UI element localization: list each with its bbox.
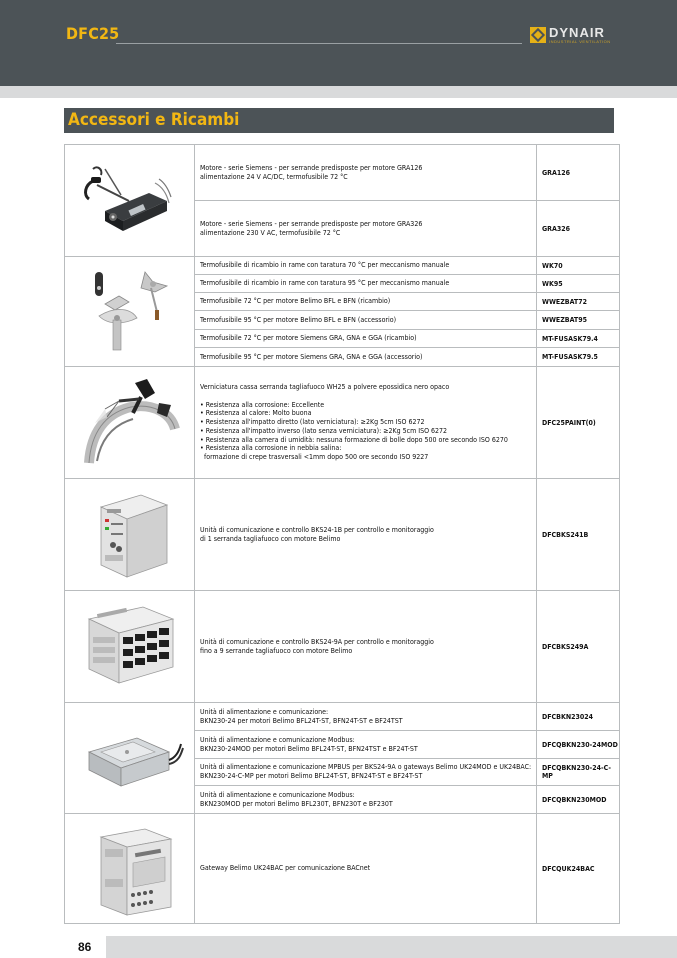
item-description: Termofusibile 95 °C per motore Belimo BFL e BFN (accessorio) xyxy=(195,311,537,330)
item-description: Unità di alimentazione e comunicazione: BKN230-24 per motori Belimo BFL24T-ST, BFN24T-ST e BF24TST xyxy=(195,703,537,731)
item-description: Verniciatura cassa serranda tagliafuoco WH25 a polvere epossidica nero opaco • Resistenza alla corrosione: Eccellente • Resistenza al calore: Molto buona • Resistenza all'impatto diretto (lato verniciatura): ≥2Kg 5cm ISO 6272 • Resistenza all'impatto inverso (lato senza verniciatura): ≥2Kg 5cm ISO 6272 • Resistenza alla camera di umidità: nessuna formazione di bolle dopo 500 ore secondo ISO 6270 • Resistenza alla corrosione in nebbia salina: formazione di crepe trasversali <1mm dopo 500 ore secondo ISO 9227 xyxy=(195,367,537,479)
motor-actuator-icon xyxy=(75,151,185,251)
item-description: Termofusibile 95 °C per motore Siemens GRA, GNA e GGA (accessorio) xyxy=(195,348,537,367)
gateway-icon xyxy=(75,819,185,919)
item-description: Gateway Belimo UK24BAC per comunicazione BACnet xyxy=(195,814,537,924)
item-description: Unità di alimentazione e comunicazione Modbus: BKN230-24MOD per motori Belimo BFL24T-ST, BFN24TST e BF24T-ST xyxy=(195,731,537,759)
brand-subtitle: INDUSTRIAL VENTILATION xyxy=(549,39,611,44)
header-stripe xyxy=(0,86,677,98)
control-unit-bks241b-image xyxy=(65,479,195,591)
item-description: Termofusibile di ricambio in rame con taratura 70 °C per meccanismo manuale xyxy=(195,257,537,275)
brand-name: DYNAIR xyxy=(549,25,605,40)
item-description: Unità di alimentazione e comunicazione Modbus: BKN230MOD per motori Belimo BFL230T, BFN230T e BF230T xyxy=(195,786,537,814)
gateway-image xyxy=(65,814,195,924)
item-code: WK95 xyxy=(537,275,620,293)
item-code: GRA326 xyxy=(537,201,620,257)
multi-control-unit-icon xyxy=(75,597,185,697)
footer-bar xyxy=(106,936,677,958)
item-description: Motore - serie Siemens - per serrande predisposte per motore GRA326 alimentazione 230 V AC, termofusibile 72 °C xyxy=(195,201,537,257)
table-row xyxy=(65,145,620,201)
paint-spray-icon xyxy=(75,373,185,473)
motor-actuator-image xyxy=(65,145,195,257)
item-code: WK70 xyxy=(537,257,620,275)
table-row xyxy=(65,257,620,275)
power-unit-icon xyxy=(75,708,185,808)
item-description: Termofusibile di ricambio in rame con taratura 95 °C per meccanismo manuale xyxy=(195,275,537,293)
item-code: DFCBKS249A xyxy=(537,591,620,703)
table-row xyxy=(65,703,620,731)
page-number: 86 xyxy=(78,940,92,954)
paint-spray-image xyxy=(65,367,195,479)
thermal-fuse-image xyxy=(65,257,195,367)
item-description: Termofusibile 72 °C per motore Siemens GRA, GNA e GGA (ricambio) xyxy=(195,330,537,348)
control-unit-icon xyxy=(75,485,185,585)
power-unit-image xyxy=(65,703,195,814)
thermal-fuse-icon xyxy=(75,262,185,362)
page-header xyxy=(0,0,677,86)
section-title: Accessori e Ricambi xyxy=(68,110,240,130)
item-description: Unità di alimentazione e comunicazione MPBUS per BKS24-9A o gateways Belimo UK24MOD e UK24BAC: BKN230-24-C-MP per motori Belimo BFL24T-ST, BFN24T-ST e BF24T-ST xyxy=(195,759,537,786)
header-rule xyxy=(116,43,522,44)
item-description: Unità di comunicazione e controllo BKS24-1B per controllo e monitoraggio di 1 serranda tagliafuoco con motore Belimo xyxy=(195,479,537,591)
item-code: DFCQBKN230-24MOD xyxy=(537,731,620,759)
table-row xyxy=(65,479,620,591)
brand-logo xyxy=(530,25,611,45)
item-code: GRA126 xyxy=(537,145,620,201)
item-code: MT-FUSASK79.4 xyxy=(537,330,620,348)
item-code: DFC25PAINT(0) xyxy=(537,367,620,479)
section-header xyxy=(64,108,614,133)
accessories-table xyxy=(64,144,620,924)
logo-mark-icon xyxy=(530,27,546,43)
item-description: Termofusibile 72 °C per motore Belimo BFL e BFN (ricambio) xyxy=(195,293,537,311)
item-code: DFCQBKN230MOD xyxy=(537,786,620,814)
table-row xyxy=(65,814,620,924)
item-code: DFCBKN23024 xyxy=(537,703,620,731)
item-description: Unità di comunicazione e controllo BKS24-9A per controllo e monitoraggio fino a 9 serrande tagliafuoco con motore Belimo xyxy=(195,591,537,703)
control-unit-bks249a-image xyxy=(65,591,195,703)
model-title: DFC25 xyxy=(66,24,120,43)
table-row xyxy=(65,591,620,703)
table-row xyxy=(65,367,620,479)
item-code: DFCQUK24BAC xyxy=(537,814,620,924)
item-description: Motore - serie Siemens - per serrande predisposte per motore GRA126 alimentazione 24 V AC/DC, termofusibile 72 °C xyxy=(195,145,537,201)
item-code: DFCQBKN230-24-C-MP xyxy=(537,759,620,786)
item-code: MT-FUSASK79.5 xyxy=(537,348,620,367)
item-code: WWEZBAT95 xyxy=(537,311,620,330)
item-code: WWEZBAT72 xyxy=(537,293,620,311)
item-code: DFCBKS241B xyxy=(537,479,620,591)
